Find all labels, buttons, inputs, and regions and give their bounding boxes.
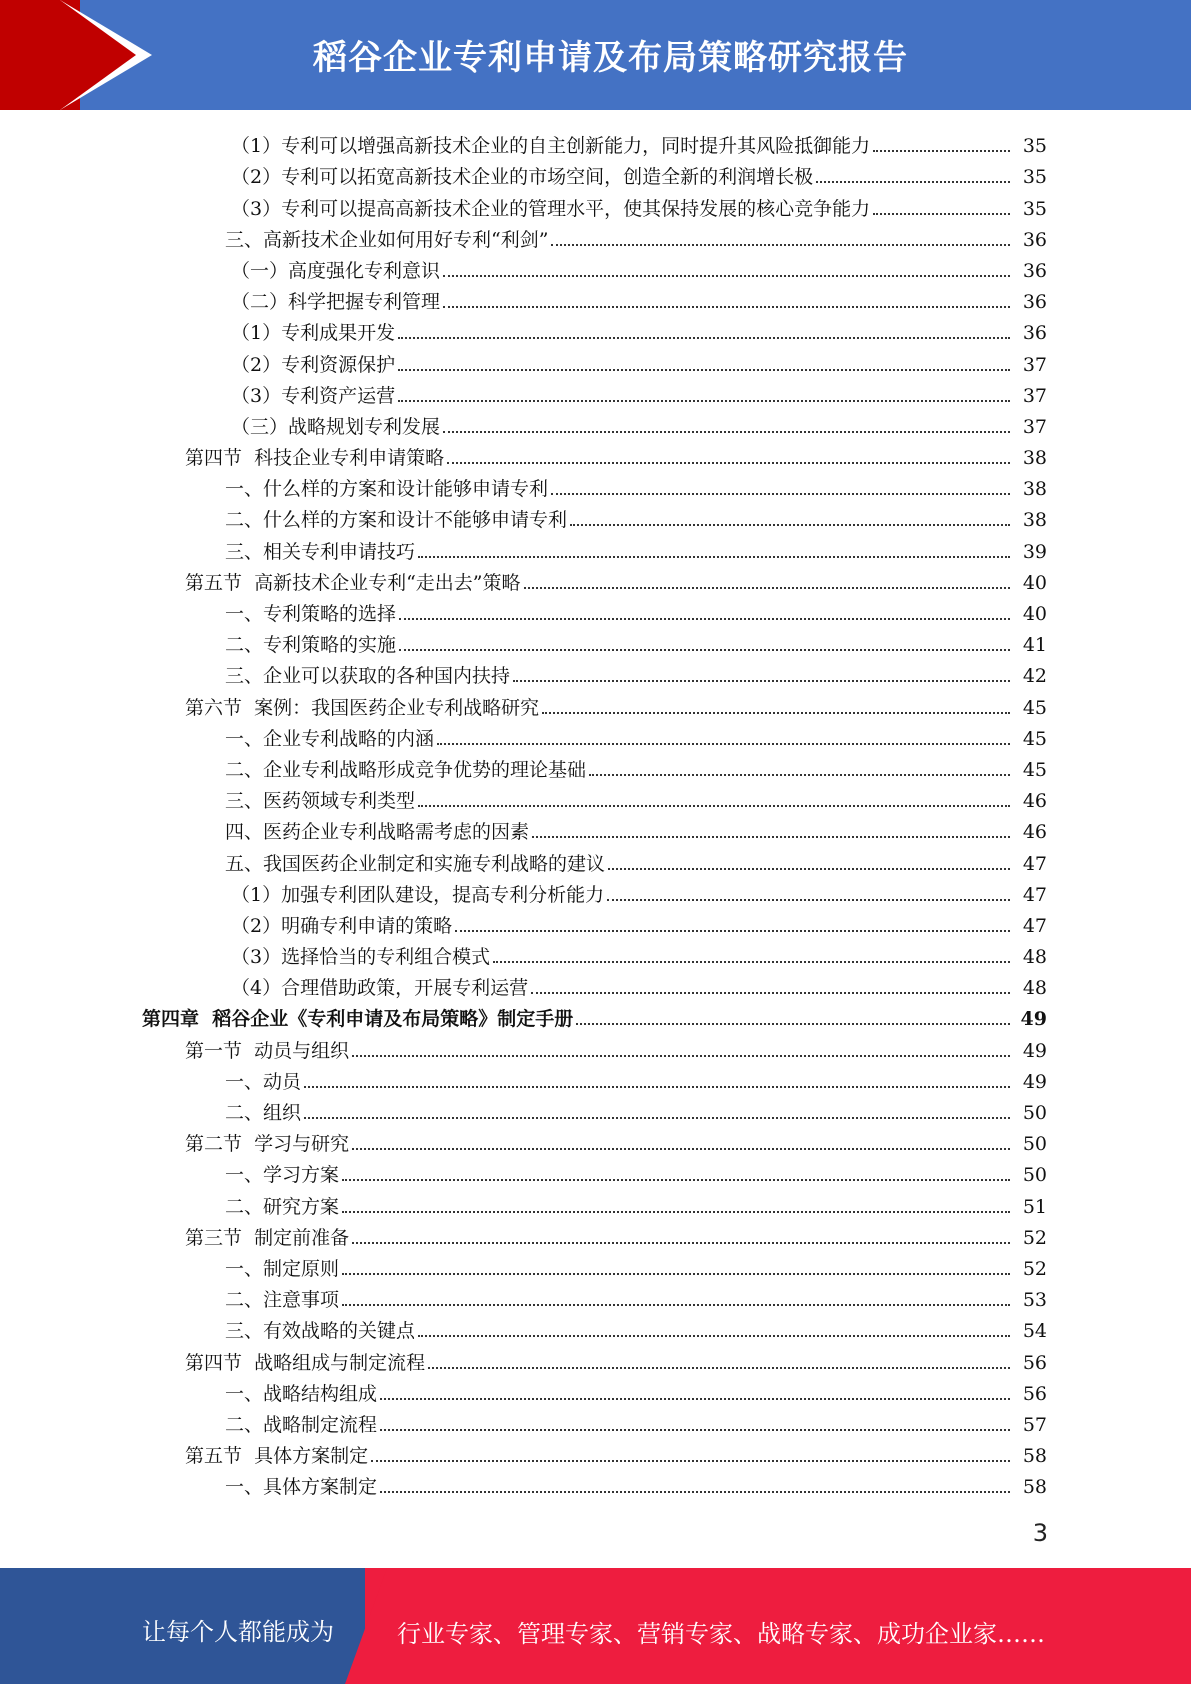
table-of-contents bbox=[0, 127, 1191, 1499]
toc-entry-title: 第一节 动员与组织 bbox=[185, 1039, 350, 1062]
toc-leader-dots bbox=[418, 805, 1010, 807]
toc-entry-page: 49 bbox=[1020, 1008, 1047, 1031]
toc-leader-dots bbox=[398, 400, 1010, 402]
toc-entry[interactable] bbox=[0, 1312, 1191, 1343]
toc-entry-title: （3）专利资产运营 bbox=[231, 384, 396, 407]
toc-entry-page: 52 bbox=[1022, 1226, 1047, 1249]
toc-entry-title: 二、注意事项 bbox=[225, 1289, 340, 1312]
toc-entry[interactable] bbox=[0, 969, 1191, 1000]
toc-entry-title: 二、企业专利战略形成竞争优势的理论基础 bbox=[225, 758, 587, 781]
toc-leader-dots bbox=[493, 961, 1010, 963]
toc-entry[interactable] bbox=[0, 377, 1191, 408]
toc-entry[interactable] bbox=[0, 938, 1191, 969]
toc-entry-page: 51 bbox=[1022, 1195, 1047, 1218]
toc-entry-page: 58 bbox=[1022, 1476, 1047, 1499]
toc-entry[interactable] bbox=[0, 345, 1191, 376]
toc-entry-page: 49 bbox=[1022, 1070, 1047, 1093]
toc-entry-page: 45 bbox=[1022, 696, 1047, 719]
toc-leader-dots bbox=[447, 462, 1010, 464]
toc-entry-page: 39 bbox=[1022, 540, 1047, 563]
toc-entry-title: 一、什么样的方案和设计能够申请专利 bbox=[225, 478, 549, 501]
toc-leader-dots bbox=[398, 369, 1010, 371]
toc-leader-dots bbox=[589, 774, 1010, 776]
toc-entry-title: （2）明确专利申请的策略 bbox=[231, 914, 453, 937]
toc-entry-page: 37 bbox=[1022, 353, 1047, 376]
toc-entry-page: 50 bbox=[1022, 1164, 1047, 1187]
toc-leader-dots bbox=[352, 1055, 1010, 1057]
toc-leader-dots bbox=[428, 1367, 1010, 1369]
toc-entry[interactable] bbox=[0, 564, 1191, 595]
toc-entry[interactable] bbox=[0, 314, 1191, 345]
toc-leader-dots bbox=[873, 150, 1010, 152]
toc-entry-title: 一、学习方案 bbox=[225, 1164, 340, 1187]
toc-entry-title: 三、医药领域专利类型 bbox=[225, 790, 416, 813]
toc-entry-page: 48 bbox=[1022, 977, 1047, 1000]
toc-entry-title: 三、有效战略的关键点 bbox=[225, 1320, 416, 1343]
toc-leader-dots bbox=[304, 1086, 1010, 1088]
toc-leader-dots bbox=[342, 1211, 1010, 1213]
toc-entry[interactable] bbox=[0, 408, 1191, 439]
toc-leader-dots bbox=[352, 1242, 1010, 1244]
toc-entry-title: 第四章 稻谷企业《专利申请及布局策略》制定手册 bbox=[142, 1008, 574, 1031]
toc-entry[interactable] bbox=[0, 1219, 1191, 1250]
toc-entry-title: 第五节 具体方案制定 bbox=[185, 1445, 369, 1468]
toc-entry-page: 37 bbox=[1022, 415, 1047, 438]
toc-leader-dots bbox=[437, 743, 1010, 745]
toc-entry-page: 38 bbox=[1022, 509, 1047, 532]
toc-leader-dots bbox=[551, 244, 1010, 246]
toc-entry[interactable] bbox=[0, 1375, 1191, 1406]
toc-leader-dots bbox=[418, 556, 1010, 558]
toc-entry-title: 第三节 制定前准备 bbox=[185, 1226, 350, 1249]
toc-entry-title: 一、动员 bbox=[225, 1070, 302, 1093]
toc-entry[interactable] bbox=[0, 1063, 1191, 1094]
toc-entry-title: 第二节 学习与研究 bbox=[185, 1133, 350, 1156]
toc-leader-dots bbox=[380, 1429, 1010, 1431]
toc-entry-title: 一、制定原则 bbox=[225, 1257, 340, 1280]
toc-entry-page: 53 bbox=[1022, 1289, 1047, 1312]
toc-entry-title: 二、研究方案 bbox=[225, 1195, 340, 1218]
toc-entry-title: 第五节 高新技术企业专利“走出去”策略 bbox=[185, 571, 521, 594]
toc-leader-dots bbox=[371, 1460, 1010, 1462]
toc-entry[interactable] bbox=[0, 688, 1191, 719]
toc-entry-page: 58 bbox=[1022, 1445, 1047, 1468]
toc-leader-dots bbox=[443, 306, 1010, 308]
toc-leader-dots bbox=[551, 493, 1010, 495]
toc-entry-page: 47 bbox=[1022, 883, 1047, 906]
toc-leader-dots bbox=[608, 868, 1010, 870]
toc-entry-page: 42 bbox=[1022, 665, 1047, 688]
toc-entry-page: 56 bbox=[1022, 1382, 1047, 1405]
toc-entry-page: 41 bbox=[1022, 634, 1047, 657]
toc-entry-title: 二、什么样的方案和设计不能够申请专利 bbox=[225, 509, 568, 532]
toc-entry[interactable] bbox=[0, 1000, 1191, 1031]
toc-entry[interactable] bbox=[0, 844, 1191, 875]
toc-entry-page: 45 bbox=[1022, 758, 1047, 781]
toc-entry[interactable] bbox=[0, 595, 1191, 626]
toc-entry[interactable] bbox=[0, 657, 1191, 688]
toc-entry[interactable] bbox=[0, 1437, 1191, 1468]
toc-entry[interactable] bbox=[0, 127, 1191, 158]
toc-entry-page: 54 bbox=[1022, 1320, 1047, 1343]
toc-entry-page: 35 bbox=[1022, 135, 1047, 158]
toc-entry[interactable] bbox=[0, 813, 1191, 844]
toc-entry-title: （一）高度强化专利意识 bbox=[231, 259, 441, 282]
toc-leader-dots bbox=[443, 275, 1010, 277]
toc-entry-page: 40 bbox=[1022, 571, 1047, 594]
toc-leader-dots bbox=[576, 1023, 1010, 1025]
toc-entry-title: 四、医药企业专利战略需考虑的因素 bbox=[225, 821, 530, 844]
toc-entry-title: （3）专利可以提高高新技术企业的管理水平，使其保持发展的核心竞争能力 bbox=[231, 197, 871, 220]
toc-entry[interactable] bbox=[0, 1468, 1191, 1499]
toc-entry-page: 48 bbox=[1022, 946, 1047, 969]
toc-entry-page: 35 bbox=[1022, 166, 1047, 189]
toc-entry-title: 五、我国医药企业制定和实施专利战略的建议 bbox=[225, 852, 606, 875]
toc-leader-dots bbox=[352, 1148, 1010, 1150]
toc-leader-dots bbox=[398, 337, 1010, 339]
toc-entry-title: （三）战略规划专利发展 bbox=[231, 415, 441, 438]
toc-entry-title: （4）合理借助政策，开展专利运营 bbox=[231, 977, 529, 1000]
toc-leader-dots bbox=[455, 930, 1010, 932]
toc-entry-page: 56 bbox=[1022, 1351, 1047, 1374]
footer-slogan-right: 行业专家、管理专家、营销专家、战略专家、成功企业家…… bbox=[397, 1620, 1045, 1648]
toc-leader-dots bbox=[342, 1304, 1010, 1306]
toc-entry[interactable] bbox=[0, 501, 1191, 532]
toc-entry-page: 35 bbox=[1022, 197, 1047, 220]
toc-entry-title: （1）加强专利团队建设，提高专利分析能力 bbox=[231, 883, 605, 906]
toc-leader-dots bbox=[443, 431, 1010, 433]
toc-entry[interactable] bbox=[0, 720, 1191, 751]
toc-entry-title: （3）选择恰当的专利组合模式 bbox=[231, 946, 491, 969]
toc-entry-page: 47 bbox=[1022, 914, 1047, 937]
toc-leader-dots bbox=[399, 618, 1010, 620]
toc-entry-title: （1）专利成果开发 bbox=[231, 322, 396, 345]
footer-slant-divider bbox=[345, 1568, 387, 1684]
toc-entry[interactable] bbox=[0, 439, 1191, 470]
toc-entry-page: 36 bbox=[1022, 228, 1047, 251]
toc-entry-title: 一、专利策略的选择 bbox=[225, 603, 397, 625]
toc-leader-dots bbox=[342, 1179, 1010, 1181]
toc-entry-page: 46 bbox=[1022, 821, 1047, 844]
toc-entry[interactable] bbox=[0, 470, 1191, 501]
toc-leader-dots bbox=[418, 1335, 1010, 1337]
toc-entry-title: 第六节 案例：我国医药企业专利战略研究 bbox=[185, 696, 540, 719]
toc-entry-title: 第四节 战略组成与制定流程 bbox=[185, 1351, 426, 1374]
toc-entry[interactable] bbox=[0, 1156, 1191, 1187]
toc-entry-page: 36 bbox=[1022, 322, 1047, 345]
toc-entry-title: 一、企业专利战略的内涵 bbox=[225, 727, 435, 750]
toc-entry-page: 45 bbox=[1022, 727, 1047, 750]
toc-entry-page: 49 bbox=[1022, 1039, 1047, 1062]
toc-entry-page: 40 bbox=[1022, 603, 1047, 625]
toc-entry-title: 二、战略制定流程 bbox=[225, 1413, 378, 1436]
toc-entry[interactable] bbox=[0, 782, 1191, 813]
toc-leader-dots bbox=[513, 680, 1010, 682]
toc-entry[interactable] bbox=[0, 907, 1191, 938]
toc-entry[interactable] bbox=[0, 532, 1191, 563]
toc-entry-title: 三、高新技术企业如何用好专利“利剑” bbox=[225, 228, 549, 251]
toc-entry-title: （二）科学把握专利管理 bbox=[231, 291, 441, 314]
toc-entry-page: 38 bbox=[1022, 447, 1047, 470]
toc-entry[interactable] bbox=[0, 1250, 1191, 1281]
toc-entry-page: 46 bbox=[1022, 790, 1047, 813]
toc-entry-page: 52 bbox=[1022, 1257, 1047, 1280]
toc-entry[interactable] bbox=[0, 1125, 1191, 1156]
toc-entry[interactable] bbox=[0, 1281, 1191, 1312]
toc-leader-dots bbox=[607, 899, 1010, 901]
toc-entry[interactable] bbox=[0, 1094, 1191, 1125]
toc-entry[interactable] bbox=[0, 626, 1191, 657]
toc-entry-title: （1）专利可以增强高新技术企业的自主创新能力，同时提升其风险抵御能力 bbox=[231, 135, 871, 158]
toc-entry[interactable] bbox=[0, 158, 1191, 189]
toc-leader-dots bbox=[380, 1491, 1010, 1493]
toc-leader-dots bbox=[542, 712, 1010, 714]
toc-entry[interactable] bbox=[0, 283, 1191, 314]
toc-entry-title: 二、组织 bbox=[225, 1102, 302, 1124]
toc-entry-page: 36 bbox=[1022, 259, 1047, 282]
toc-entry-title: 三、企业可以获取的各种国内扶持 bbox=[225, 665, 511, 688]
toc-entry[interactable] bbox=[0, 876, 1191, 907]
toc-entry-title: 一、具体方案制定 bbox=[225, 1476, 378, 1499]
toc-entry[interactable] bbox=[0, 252, 1191, 283]
toc-entry[interactable] bbox=[0, 1406, 1191, 1437]
toc-entry-page: 38 bbox=[1022, 478, 1047, 501]
toc-entry-title: 一、战略结构组成 bbox=[225, 1382, 378, 1405]
toc-leader-dots bbox=[816, 181, 1010, 183]
toc-entry[interactable] bbox=[0, 189, 1191, 220]
toc-leader-dots bbox=[524, 587, 1010, 589]
toc-entry-title: 第四节 科技企业专利申请策略 bbox=[185, 447, 445, 470]
toc-leader-dots bbox=[570, 524, 1010, 526]
toc-entry[interactable] bbox=[0, 221, 1191, 252]
toc-leader-dots bbox=[399, 649, 1010, 651]
toc-entry-page: 57 bbox=[1022, 1413, 1047, 1436]
toc-leader-dots bbox=[342, 1273, 1010, 1275]
toc-entry[interactable] bbox=[0, 1343, 1191, 1374]
toc-entry[interactable] bbox=[0, 1031, 1191, 1062]
toc-leader-dots bbox=[380, 1398, 1010, 1400]
toc-entry-page: 47 bbox=[1022, 852, 1047, 875]
toc-entry-title: （2）专利可以拓宽高新技术企业的市场空间，创造全新的利润增长极 bbox=[231, 166, 814, 189]
toc-entry-page: 36 bbox=[1022, 291, 1047, 314]
toc-entry[interactable] bbox=[0, 751, 1191, 782]
page-number: 3 bbox=[1032, 1519, 1048, 1547]
toc-entry-page: 50 bbox=[1022, 1133, 1047, 1156]
toc-entry-title: （2）专利资源保护 bbox=[231, 353, 396, 376]
toc-leader-dots bbox=[531, 992, 1010, 994]
toc-entry-title: 三、相关专利申请技巧 bbox=[225, 540, 416, 563]
toc-leader-dots bbox=[304, 1117, 1010, 1119]
footer-slogan-left: 让每个人都能成为 bbox=[142, 1618, 334, 1646]
toc-entry[interactable] bbox=[0, 1187, 1191, 1218]
report-title: 稻谷企业专利申请及布局策略研究报告 bbox=[313, 38, 908, 78]
toc-entry-page: 37 bbox=[1022, 384, 1047, 407]
toc-leader-dots bbox=[873, 213, 1010, 215]
toc-leader-dots bbox=[532, 836, 1010, 838]
toc-entry-title: 二、专利策略的实施 bbox=[225, 634, 397, 657]
toc-entry-page: 50 bbox=[1022, 1102, 1047, 1124]
